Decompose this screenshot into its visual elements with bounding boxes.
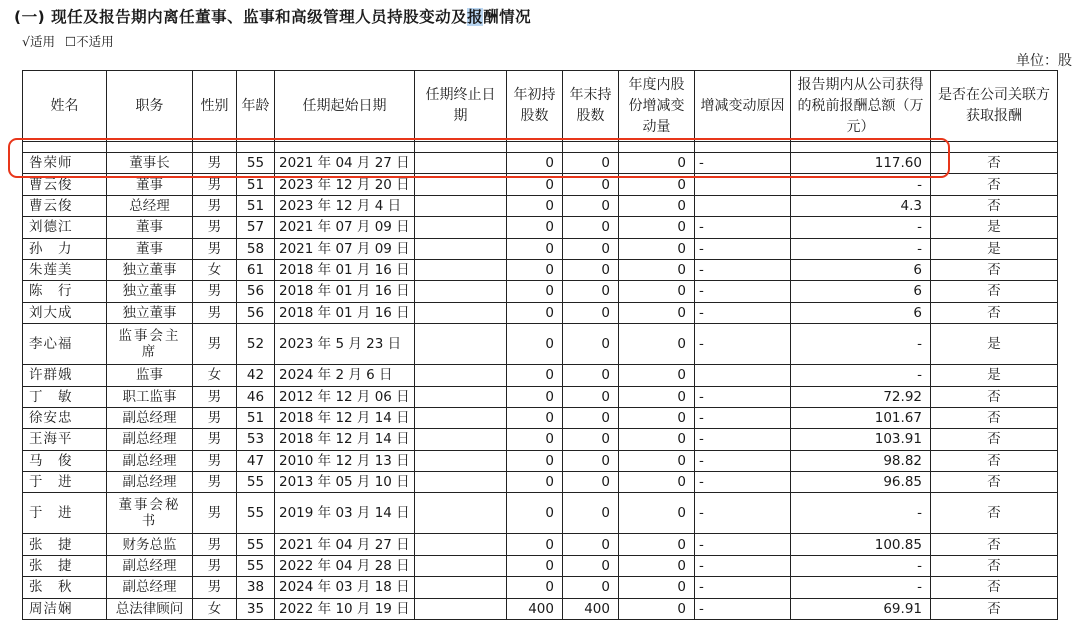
name-cell: 曹云俊 — [23, 174, 107, 195]
change-cell: 0 — [619, 238, 695, 259]
name-cell: 昝荣师 — [23, 153, 107, 174]
change-cell: 0 — [619, 259, 695, 280]
start-date-cell: 2024 年 03 月 18 日 — [275, 577, 415, 598]
position-cell: 监事 — [107, 365, 193, 386]
start-date-cell: 2018 年 01 月 16 日 — [275, 259, 415, 280]
age-cell: 55 — [237, 472, 275, 493]
age-cell: 51 — [237, 407, 275, 428]
name-cell: 丁 敏 — [23, 386, 107, 407]
gender-cell: 女 — [193, 259, 237, 280]
change-cell: 0 — [619, 577, 695, 598]
begin-shares-cell: 0 — [507, 259, 563, 280]
table-row — [23, 598, 1058, 619]
start-date-cell: 2019 年 03 月 14 日 — [275, 493, 415, 534]
unit-label: 单位：股 — [1016, 53, 1072, 69]
table-row — [23, 472, 1058, 493]
related-cell: 否 — [931, 429, 1058, 450]
pay-cell: - — [791, 555, 931, 576]
pay-cell: 96.85 — [791, 472, 931, 493]
header-cell: 年初持股数 — [507, 71, 563, 142]
table-row — [23, 195, 1058, 216]
end-date-cell — [415, 493, 507, 534]
end-date-cell — [415, 450, 507, 471]
table-row — [23, 217, 1058, 238]
end-date-cell — [415, 555, 507, 576]
pay-cell: - — [791, 217, 931, 238]
position-cell: 副总经理 — [107, 555, 193, 576]
gender-cell: 男 — [193, 534, 237, 555]
position-cell: 财务总监 — [107, 534, 193, 555]
change-cell: 0 — [619, 493, 695, 534]
shareholding-table — [22, 70, 1058, 620]
age-cell: 58 — [237, 238, 275, 259]
related-cell: 是 — [931, 365, 1058, 386]
position-cell: 独立董事 — [107, 259, 193, 280]
pay-cell: 4.3 — [791, 195, 931, 216]
start-date-cell: 2021 年 07 月 09 日 — [275, 217, 415, 238]
gender-cell: 男 — [193, 324, 237, 365]
header-row — [23, 71, 1058, 142]
age-cell: 47 — [237, 450, 275, 471]
end-shares-cell: 0 — [563, 429, 619, 450]
reason-cell: - — [695, 429, 791, 450]
age-cell: 55 — [237, 153, 275, 174]
end-date-cell — [415, 429, 507, 450]
related-cell: 是 — [931, 238, 1058, 259]
start-date-cell: 2018 年 01 月 16 日 — [275, 302, 415, 323]
selected-text-highlight[interactable]: 报 — [467, 8, 484, 26]
gender-cell: 男 — [193, 386, 237, 407]
begin-shares-cell: 0 — [507, 386, 563, 407]
end-date-cell — [415, 472, 507, 493]
table-row — [23, 555, 1058, 576]
pay-cell: 72.92 — [791, 386, 931, 407]
begin-shares-cell: 0 — [507, 302, 563, 323]
end-shares-cell: 0 — [563, 153, 619, 174]
table-row — [23, 302, 1058, 323]
begin-shares-cell: 0 — [507, 153, 563, 174]
table-row — [23, 153, 1058, 174]
name-cell: 许群娥 — [23, 365, 107, 386]
start-date-cell: 2023 年 5 月 23 日 — [275, 324, 415, 365]
header-cell: 任期起始日期 — [275, 71, 415, 142]
pay-cell: 98.82 — [791, 450, 931, 471]
gender-cell: 男 — [193, 493, 237, 534]
age-cell: 51 — [237, 195, 275, 216]
name-cell: 刘德江 — [23, 217, 107, 238]
section-title — [14, 5, 531, 27]
end-date-cell — [415, 598, 507, 619]
gender-cell: 男 — [193, 153, 237, 174]
header-cell: 任期终止日期 — [415, 71, 507, 142]
reason-cell: - — [695, 472, 791, 493]
begin-shares-cell: 0 — [507, 429, 563, 450]
reason-cell — [695, 174, 791, 195]
age-cell: 57 — [237, 217, 275, 238]
reason-cell: - — [695, 324, 791, 365]
start-date-cell: 2018 年 12 月 14 日 — [275, 429, 415, 450]
end-shares-cell: 0 — [563, 302, 619, 323]
position-cell: 副总经理 — [107, 472, 193, 493]
change-cell: 0 — [619, 195, 695, 216]
position-cell: 职工监事 — [107, 386, 193, 407]
position-cell: 董事 — [107, 238, 193, 259]
begin-shares-cell: 0 — [507, 365, 563, 386]
end-date-cell — [415, 577, 507, 598]
name-cell: 孙 力 — [23, 238, 107, 259]
name-cell: 李心福 — [23, 324, 107, 365]
table-row — [23, 281, 1058, 302]
change-cell: 0 — [619, 555, 695, 576]
related-cell: 否 — [931, 174, 1058, 195]
end-shares-cell: 0 — [563, 450, 619, 471]
end-date-cell — [415, 365, 507, 386]
reason-cell: - — [695, 302, 791, 323]
related-cell: 否 — [931, 577, 1058, 598]
reason-cell: - — [695, 217, 791, 238]
gender-cell: 男 — [193, 302, 237, 323]
change-cell: 0 — [619, 534, 695, 555]
end-date-cell — [415, 302, 507, 323]
position-cell: 副总经理 — [107, 450, 193, 471]
gender-cell: 男 — [193, 217, 237, 238]
table-row — [23, 577, 1058, 598]
end-shares-cell: 0 — [563, 281, 619, 302]
reason-cell: - — [695, 493, 791, 534]
table-row — [23, 365, 1058, 386]
begin-shares-cell: 0 — [507, 493, 563, 534]
position-cell: 副总经理 — [107, 407, 193, 428]
change-cell: 0 — [619, 174, 695, 195]
header-cell: 年末持股数 — [563, 71, 619, 142]
related-cell: 否 — [931, 195, 1058, 216]
position-cell: 总经理 — [107, 195, 193, 216]
pay-cell: 69.91 — [791, 598, 931, 619]
section-title-prefix: (一) 现任及报告期内离任董事、监事和高级管理人员持股变动及 — [14, 8, 468, 26]
begin-shares-cell: 0 — [507, 174, 563, 195]
change-cell: 0 — [619, 472, 695, 493]
end-shares-cell: 0 — [563, 324, 619, 365]
position-cell: 独立董事 — [107, 302, 193, 323]
start-date-cell: 2021 年 04 月 27 日 — [275, 534, 415, 555]
related-cell: 否 — [931, 555, 1058, 576]
age-cell: 55 — [237, 555, 275, 576]
end-shares-cell: 0 — [563, 534, 619, 555]
change-cell: 0 — [619, 302, 695, 323]
begin-shares-cell: 0 — [507, 407, 563, 428]
name-cell: 张 捷 — [23, 534, 107, 555]
end-date-cell — [415, 217, 507, 238]
section-title-suffix: 酬情况 — [483, 8, 532, 26]
end-date-cell — [415, 238, 507, 259]
reason-cell — [695, 195, 791, 216]
change-cell: 0 — [619, 217, 695, 238]
age-cell: 61 — [237, 259, 275, 280]
begin-shares-cell: 0 — [507, 472, 563, 493]
end-date-cell — [415, 386, 507, 407]
reason-cell: - — [695, 281, 791, 302]
table-row — [23, 386, 1058, 407]
related-cell: 否 — [931, 407, 1058, 428]
header-cell: 年度内股份增减变动量 — [619, 71, 695, 142]
gender-cell: 男 — [193, 407, 237, 428]
gender-cell: 男 — [193, 195, 237, 216]
end-date-cell — [415, 259, 507, 280]
table-row — [23, 534, 1058, 555]
age-cell: 46 — [237, 386, 275, 407]
change-cell: 0 — [619, 598, 695, 619]
start-date-cell: 2018 年 12 月 14 日 — [275, 407, 415, 428]
begin-shares-cell: 0 — [507, 534, 563, 555]
header-cell: 姓名 — [23, 71, 107, 142]
not-applicable-option: ☐不适用 — [64, 34, 114, 49]
end-shares-cell: 0 — [563, 386, 619, 407]
header-cell: 性别 — [193, 71, 237, 142]
age-cell: 53 — [237, 429, 275, 450]
name-cell: 于 进 — [23, 472, 107, 493]
age-cell: 56 — [237, 281, 275, 302]
change-cell: 0 — [619, 281, 695, 302]
start-date-cell: 2010 年 12 月 13 日 — [275, 450, 415, 471]
begin-shares-cell: 0 — [507, 450, 563, 471]
name-cell: 陈 行 — [23, 281, 107, 302]
age-cell: 42 — [237, 365, 275, 386]
gender-cell: 男 — [193, 577, 237, 598]
reason-cell: - — [695, 577, 791, 598]
begin-shares-cell: 0 — [507, 217, 563, 238]
start-date-cell: 2022 年 04 月 28 日 — [275, 555, 415, 576]
table-row — [23, 407, 1058, 428]
start-date-cell: 2023 年 12 月 20 日 — [275, 174, 415, 195]
position-cell: 副总经理 — [107, 429, 193, 450]
position-cell: 独立董事 — [107, 281, 193, 302]
header-cell: 年龄 — [237, 71, 275, 142]
gender-cell: 男 — [193, 174, 237, 195]
pay-cell: - — [791, 238, 931, 259]
position-cell: 副总经理 — [107, 577, 193, 598]
related-cell: 否 — [931, 259, 1058, 280]
end-date-cell — [415, 281, 507, 302]
end-shares-cell: 0 — [563, 472, 619, 493]
end-shares-cell: 0 — [563, 407, 619, 428]
begin-shares-cell: 0 — [507, 577, 563, 598]
table-row — [23, 174, 1058, 195]
related-cell: 否 — [931, 450, 1058, 471]
reason-cell — [695, 365, 791, 386]
position-cell: 董事长 — [107, 153, 193, 174]
reason-cell: - — [695, 386, 791, 407]
end-date-cell — [415, 153, 507, 174]
pay-cell: - — [791, 324, 931, 365]
start-date-cell: 2021 年 04 月 27 日 — [275, 153, 415, 174]
position-cell: 董事会秘书 — [107, 493, 193, 534]
pay-cell: 100.85 — [791, 534, 931, 555]
position-cell: 总法律顾问 — [107, 598, 193, 619]
change-cell: 0 — [619, 429, 695, 450]
change-cell: 0 — [619, 153, 695, 174]
name-cell: 王海平 — [23, 429, 107, 450]
end-shares-cell: 0 — [563, 217, 619, 238]
begin-shares-cell: 0 — [507, 324, 563, 365]
related-cell: 否 — [931, 153, 1058, 174]
table-body — [23, 153, 1058, 620]
position-cell: 董事 — [107, 174, 193, 195]
name-cell: 曹云俊 — [23, 195, 107, 216]
start-date-cell: 2024 年 2 月 6 日 — [275, 365, 415, 386]
age-cell: 52 — [237, 324, 275, 365]
end-shares-cell: 0 — [563, 577, 619, 598]
position-cell: 监事会主席 — [107, 324, 193, 365]
reason-cell: - — [695, 450, 791, 471]
reason-cell: - — [695, 598, 791, 619]
end-date-cell — [415, 534, 507, 555]
end-shares-cell: 0 — [563, 174, 619, 195]
pay-cell: 103.91 — [791, 429, 931, 450]
related-cell: 否 — [931, 281, 1058, 302]
age-cell: 55 — [237, 493, 275, 534]
name-cell: 刘大成 — [23, 302, 107, 323]
end-shares-cell: 0 — [563, 365, 619, 386]
start-date-cell: 2012 年 12 月 06 日 — [275, 386, 415, 407]
age-cell: 35 — [237, 598, 275, 619]
end-shares-cell: 0 — [563, 195, 619, 216]
pay-cell: 117.60 — [791, 153, 931, 174]
gender-cell: 男 — [193, 555, 237, 576]
table-row — [23, 493, 1058, 534]
age-cell: 38 — [237, 577, 275, 598]
name-cell: 徐安忠 — [23, 407, 107, 428]
table-row — [23, 324, 1058, 365]
position-cell: 董事 — [107, 217, 193, 238]
gender-cell: 男 — [193, 281, 237, 302]
name-cell: 马 俊 — [23, 450, 107, 471]
pay-cell: - — [791, 365, 931, 386]
table-row — [23, 429, 1058, 450]
reason-cell: - — [695, 153, 791, 174]
related-cell: 否 — [931, 598, 1058, 619]
name-cell: 周洁娴 — [23, 598, 107, 619]
header-cell: 职务 — [107, 71, 193, 142]
begin-shares-cell: 0 — [507, 281, 563, 302]
end-date-cell — [415, 407, 507, 428]
reason-cell: - — [695, 407, 791, 428]
begin-shares-cell: 0 — [507, 555, 563, 576]
gender-cell: 女 — [193, 598, 237, 619]
pay-cell: 6 — [791, 281, 931, 302]
pay-cell: 6 — [791, 259, 931, 280]
begin-shares-cell: 400 — [507, 598, 563, 619]
related-cell: 否 — [931, 386, 1058, 407]
pay-cell: - — [791, 577, 931, 598]
related-cell: 是 — [931, 324, 1058, 365]
begin-shares-cell: 0 — [507, 238, 563, 259]
reason-cell: - — [695, 259, 791, 280]
change-cell: 0 — [619, 386, 695, 407]
gender-cell: 男 — [193, 238, 237, 259]
end-shares-cell: 0 — [563, 493, 619, 534]
end-date-cell — [415, 174, 507, 195]
end-shares-cell: 400 — [563, 598, 619, 619]
reason-cell: - — [695, 238, 791, 259]
reason-cell: - — [695, 534, 791, 555]
gender-cell: 男 — [193, 450, 237, 471]
age-cell: 55 — [237, 534, 275, 555]
change-cell: 0 — [619, 407, 695, 428]
table-row — [23, 259, 1058, 280]
name-cell: 朱莲美 — [23, 259, 107, 280]
header-cell: 是否在公司关联方获取报酬 — [931, 71, 1058, 142]
table-row — [23, 450, 1058, 471]
start-date-cell: 2018 年 01 月 16 日 — [275, 281, 415, 302]
change-cell: 0 — [619, 324, 695, 365]
related-cell: 否 — [931, 493, 1058, 534]
age-cell: 56 — [237, 302, 275, 323]
start-date-cell: 2013 年 05 月 10 日 — [275, 472, 415, 493]
change-cell: 0 — [619, 450, 695, 471]
start-date-cell: 2023 年 12 月 4 日 — [275, 195, 415, 216]
table-row — [23, 238, 1058, 259]
header-spacer-row — [23, 142, 1058, 153]
reason-cell: - — [695, 555, 791, 576]
gender-cell: 女 — [193, 365, 237, 386]
gender-cell: 男 — [193, 472, 237, 493]
related-cell: 是 — [931, 217, 1058, 238]
name-cell: 于 进 — [23, 493, 107, 534]
end-shares-cell: 0 — [563, 238, 619, 259]
pay-cell: - — [791, 493, 931, 534]
change-cell: 0 — [619, 365, 695, 386]
related-cell: 否 — [931, 534, 1058, 555]
start-date-cell: 2022 年 10 月 19 日 — [275, 598, 415, 619]
related-cell: 否 — [931, 472, 1058, 493]
end-date-cell — [415, 195, 507, 216]
pay-cell: - — [791, 174, 931, 195]
related-cell: 否 — [931, 302, 1058, 323]
name-cell: 张 捷 — [23, 555, 107, 576]
pay-cell: 101.67 — [791, 407, 931, 428]
end-shares-cell: 0 — [563, 259, 619, 280]
start-date-cell: 2021 年 07 月 09 日 — [275, 238, 415, 259]
header-cell: 增减变动原因 — [695, 71, 791, 142]
header-cell: 报告期内从公司获得的税前报酬总额（万元） — [791, 71, 931, 142]
pay-cell: 6 — [791, 302, 931, 323]
end-date-cell — [415, 324, 507, 365]
end-shares-cell: 0 — [563, 555, 619, 576]
name-cell: 张 秋 — [23, 577, 107, 598]
age-cell: 51 — [237, 174, 275, 195]
applicability-line — [22, 32, 120, 50]
gender-cell: 男 — [193, 429, 237, 450]
begin-shares-cell: 0 — [507, 195, 563, 216]
applicable-option: √适用 — [22, 34, 55, 49]
